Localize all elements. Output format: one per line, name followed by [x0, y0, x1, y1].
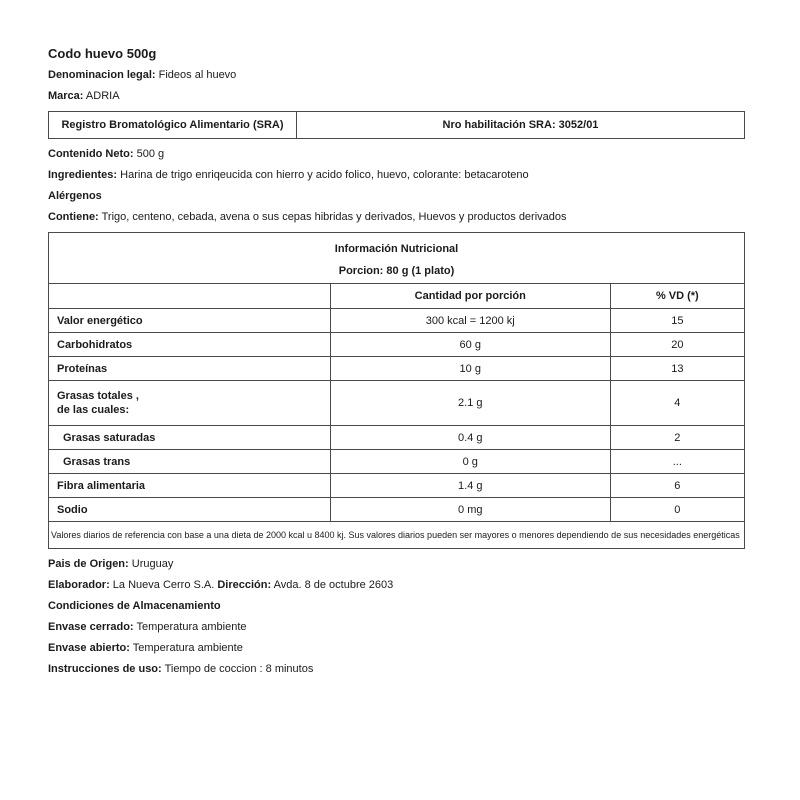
nutrient-label: Proteínas	[49, 357, 331, 381]
column-header-empty	[49, 284, 331, 309]
field-marca	[48, 90, 745, 102]
nutrient-amount: 0.4 g	[330, 426, 610, 450]
nutrient-amount: 10 g	[330, 357, 610, 381]
nutrient-amount: 2.1 g	[330, 381, 610, 426]
table-row-carbohidratos	[49, 333, 745, 357]
nutrition-column-header-row	[49, 284, 745, 309]
field-denominacion-value: Fideos al huevo	[158, 69, 237, 81]
field-pais-origen-label: Pais de Origen:	[48, 558, 129, 570]
field-instrucciones	[48, 663, 745, 675]
field-elaborador	[48, 579, 745, 591]
nutrition-table-header-cell	[49, 233, 745, 284]
field-ingredientes	[48, 169, 745, 181]
nutrient-label: Valor energético	[49, 309, 331, 333]
nutrition-table-portion: Porcion: 80 g (1 plato)	[338, 265, 455, 277]
nutrition-table-header-row	[49, 233, 745, 284]
nutrient-vd: 13	[610, 357, 744, 381]
page-title: Codo huevo 500g	[48, 46, 157, 61]
table-row-fibra-alimentaria	[49, 474, 745, 498]
nutrient-amount: 300 kcal = 1200 kj	[330, 309, 610, 333]
nutrient-label-line1: Grasas totales ,	[57, 390, 139, 402]
field-pais-origen-value: Uruguay	[131, 558, 174, 570]
field-elaborador-label: Elaborador:	[48, 579, 110, 591]
nutrition-footnote: Valores diarios de referencia con base a una dieta de 2000 kcal u 8400 kj. Sus valores diarios pueden ser mayores o menores dependiendo de sus necesidades energéticas	[49, 522, 745, 549]
nutrient-vd: 6	[610, 474, 744, 498]
field-envase-abierto-value: Temperatura ambiente	[132, 642, 243, 654]
field-denominacion-label: Denominacion legal:	[48, 69, 156, 81]
field-direccion-value: Avda. 8 de octubre 2603	[273, 579, 394, 591]
nutrition-footnote-row	[49, 522, 745, 549]
nutrition-table	[48, 232, 745, 549]
field-contenido-value: 500 g	[136, 148, 165, 160]
nutrient-amount: 60 g	[330, 333, 610, 357]
field-contiene-label: Contiene:	[48, 211, 99, 223]
field-marca-value: ADRIA	[85, 90, 120, 102]
field-direccion-label: Dirección:	[217, 579, 272, 591]
column-header-vd: % VD (*)	[610, 284, 744, 309]
field-pais-origen	[48, 558, 745, 570]
habilitacion-cell: Nro habilitación SRA: 3052/01	[296, 112, 744, 139]
table-row-grasas-saturadas	[49, 426, 745, 450]
field-contiene	[48, 211, 745, 223]
nutrient-label: Fibra alimentaria	[49, 474, 331, 498]
field-instrucciones-value: Tiempo de coccion : 8 minutos	[164, 663, 314, 675]
nutrition-table-title: Información Nutricional	[334, 243, 459, 255]
field-ingredientes-value: Harina de trigo enriqeucida con hierro y acido folico, huevo, colorante: betacaroteno	[120, 169, 529, 181]
nutrient-amount: 0 g	[330, 450, 610, 474]
nutrient-label: Sodio	[49, 498, 331, 522]
field-envase-cerrado	[48, 621, 745, 633]
field-contenido	[48, 148, 745, 160]
field-contiene-value: Trigo, centeno, cebada, avena o sus cepas hibridas y derivados, Huevos y productos derivados	[101, 211, 567, 223]
nutrient-vd: 15	[610, 309, 744, 333]
nutrient-amount: 1.4 g	[330, 474, 610, 498]
table-row-valor-energetico	[49, 309, 745, 333]
field-envase-cerrado-value: Temperatura ambiente	[136, 621, 247, 633]
table-row-sodio	[49, 498, 745, 522]
nutrient-label: Carbohidratos	[49, 333, 331, 357]
registro-cell: Registro Bromatológico Alimentario (SRA)	[49, 112, 297, 139]
registro-table	[48, 111, 745, 139]
field-elaborador-value: La Nueva Cerro S.A.	[112, 579, 215, 591]
nutrient-vd: 2	[610, 426, 744, 450]
nutrient-vd: 20	[610, 333, 744, 357]
registro-table-row	[49, 112, 745, 139]
alergenos-heading: Alérgenos	[48, 190, 102, 202]
field-envase-abierto-label: Envase abierto:	[48, 642, 130, 654]
table-row-grasas-trans	[49, 450, 745, 474]
column-header-amount: Cantidad por porción	[330, 284, 610, 309]
field-envase-abierto	[48, 642, 745, 654]
field-instrucciones-label: Instrucciones de uso:	[48, 663, 162, 675]
nutrient-vd: 4	[610, 381, 744, 426]
field-marca-label: Marca:	[48, 90, 84, 102]
table-row-proteinas	[49, 357, 745, 381]
table-row-grasas-totales	[49, 381, 745, 426]
nutrient-vd: ...	[610, 450, 744, 474]
condiciones-heading: Condiciones de Almacenamiento	[48, 600, 221, 612]
field-denominacion	[48, 69, 745, 81]
nutrient-label: Grasas trans	[49, 450, 331, 474]
nutrient-label	[49, 381, 331, 426]
nutrient-vd: 0	[610, 498, 744, 522]
field-ingredientes-label: Ingredientes:	[48, 169, 118, 181]
field-envase-cerrado-label: Envase cerrado:	[48, 621, 134, 633]
nutrient-label: Grasas saturadas	[49, 426, 331, 450]
nutrient-label-line2: de las cuales:	[57, 404, 130, 416]
field-contenido-label: Contenido Neto:	[48, 148, 134, 160]
nutrient-amount: 0 mg	[330, 498, 610, 522]
